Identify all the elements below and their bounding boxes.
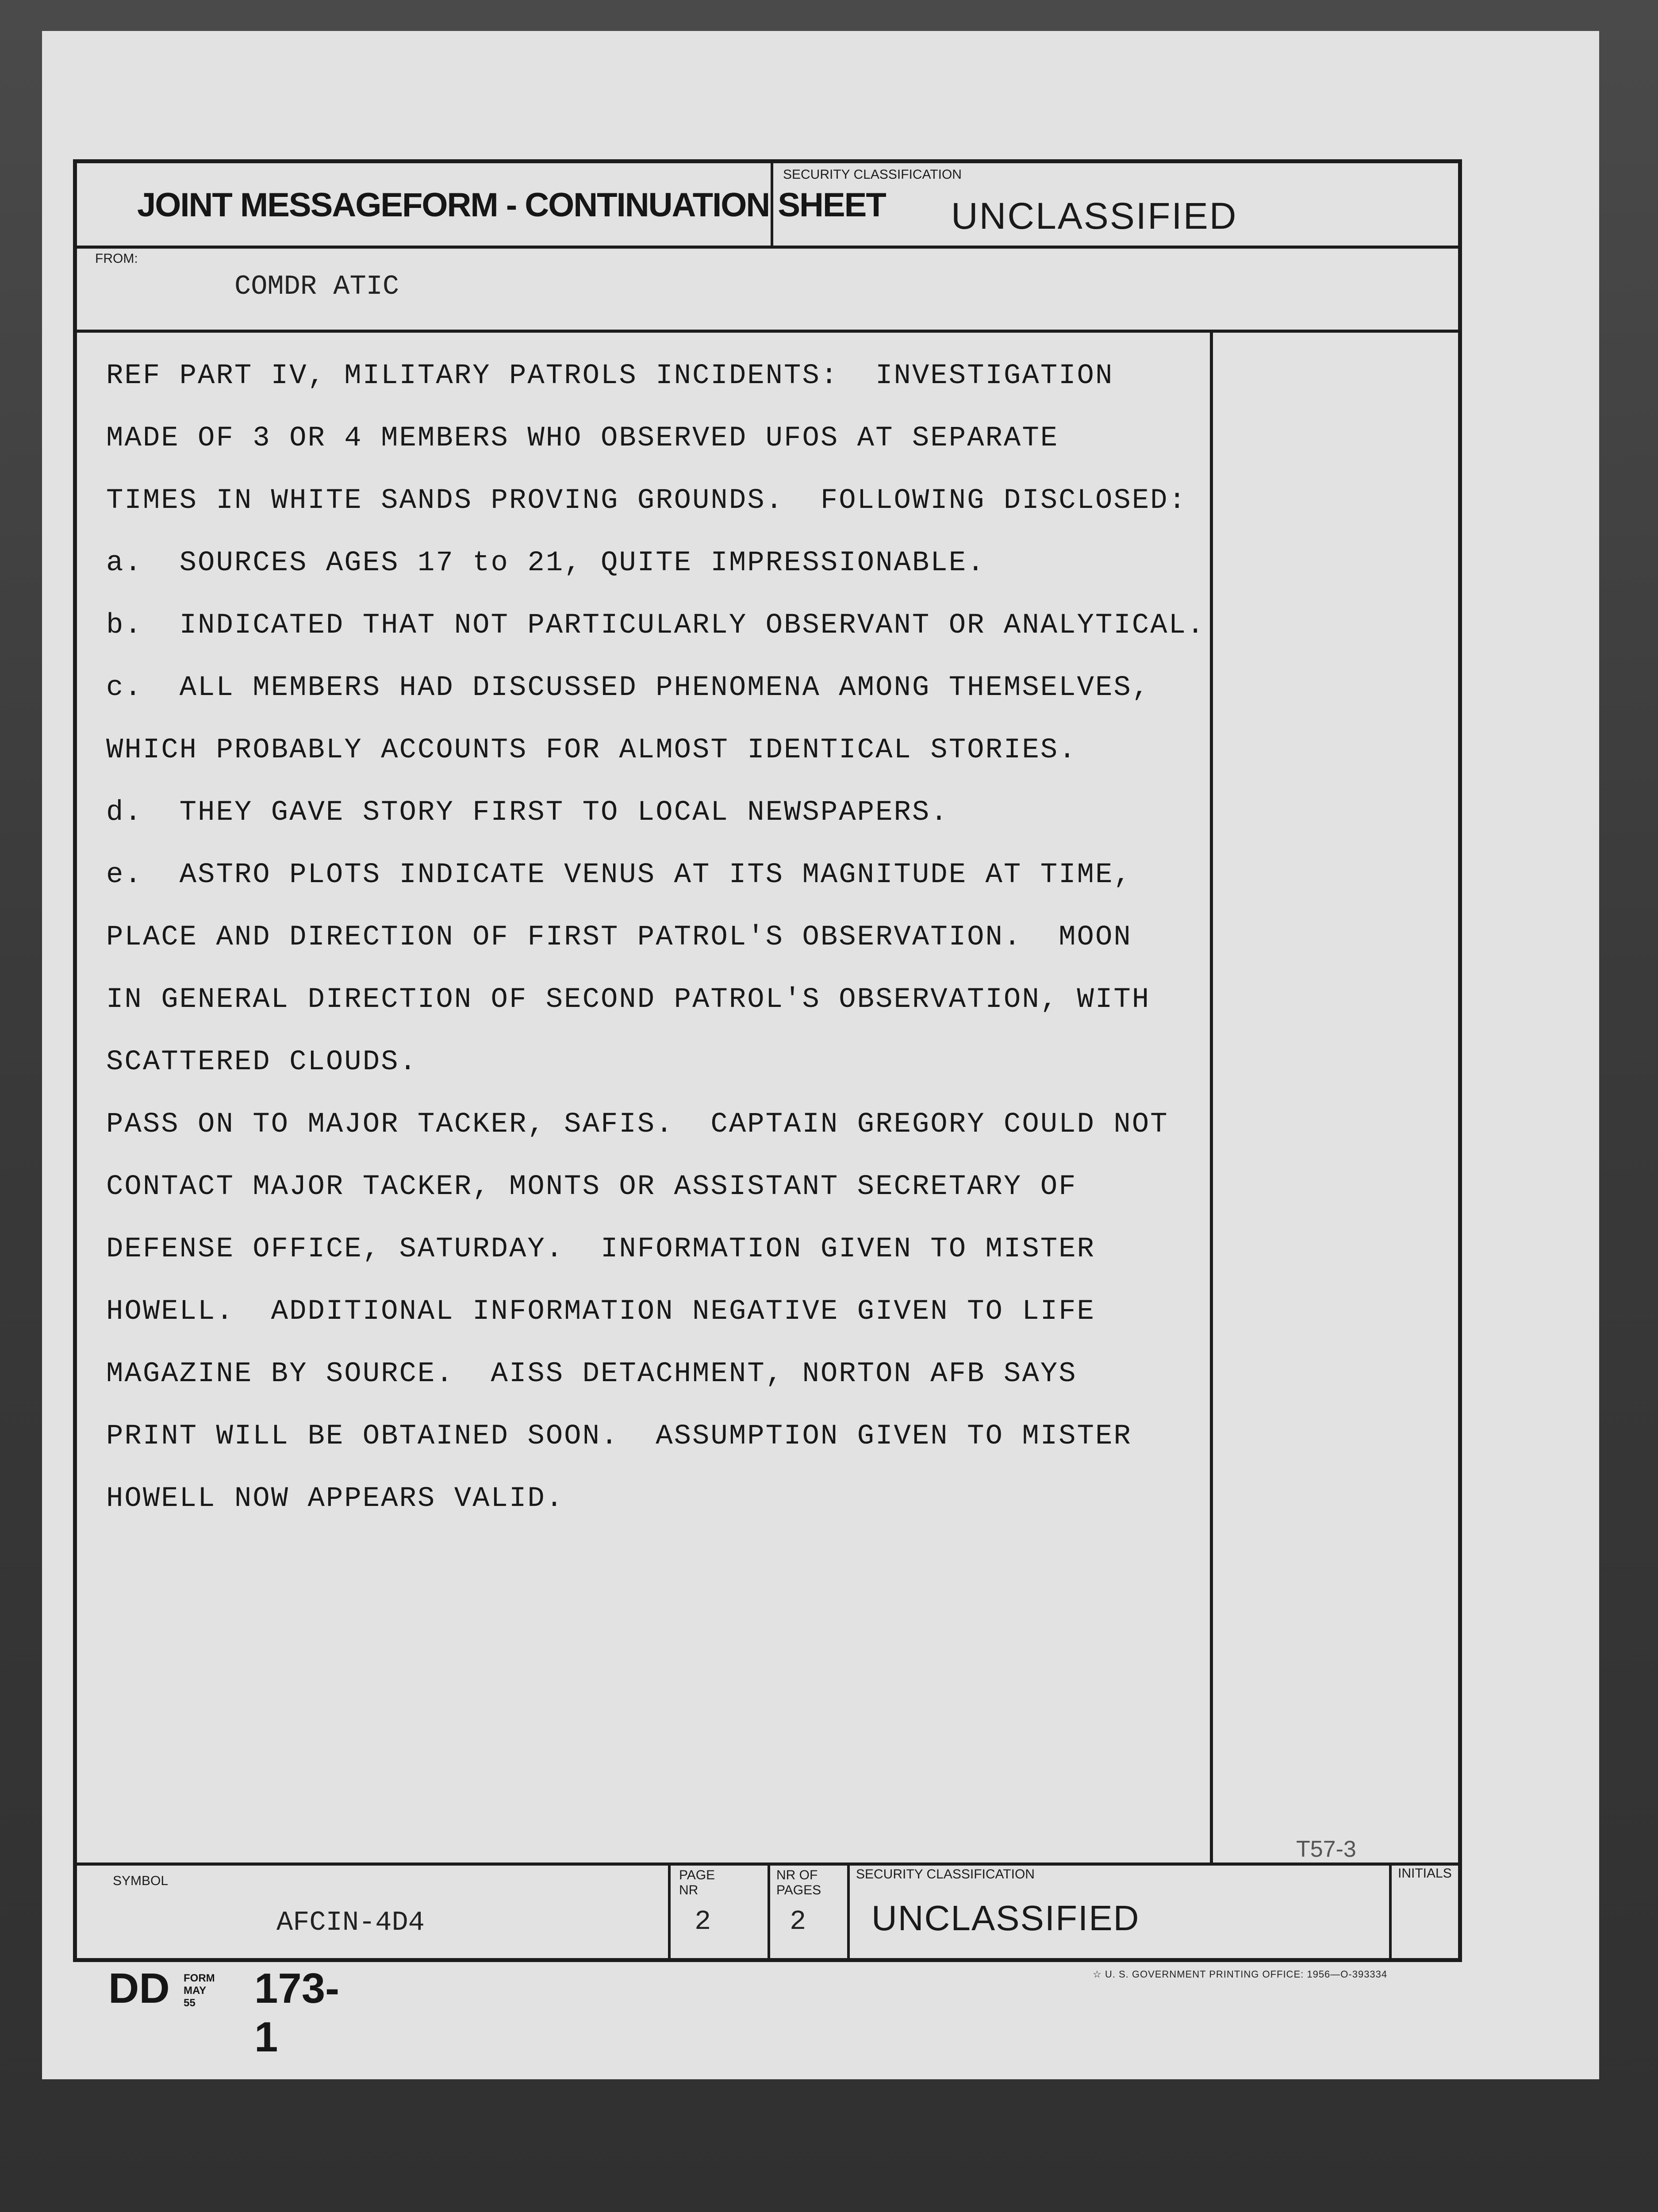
from-value: COMDR ATIC [234, 271, 399, 302]
message-line: MAGAZINE BY SOURCE. AISS DETACHMENT, NORTON AFB SAYS [106, 1358, 1077, 1390]
header-divider [73, 246, 1462, 249]
message-line: HOWELL. ADDITIONAL INFORMATION NEGATIVE GIVEN TO LIFE [106, 1296, 1095, 1328]
stamp-number: T57-3 [1296, 1836, 1356, 1862]
message-line: TIMES IN WHITE SANDS PROVING GROUNDS. FOLLOWING DISCLOSED: [106, 485, 1187, 517]
symbol-label: SYMBOL [113, 1874, 169, 1888]
initials-label: INITIALS [1398, 1866, 1452, 1881]
form-title: JOINT MESSAGEFORM - CONTINUATION SHEET [137, 186, 886, 224]
form-label: FORM [184, 1972, 215, 1984]
message-line: WHICH PROBABLY ACCOUNTS FOR ALMOST IDENTICAL STORIES. [106, 734, 1077, 766]
form-date: MAY 55 [184, 1985, 206, 2009]
footer-security-label: SECURITY CLASSIFICATION [856, 1867, 1035, 1882]
footer-divider-page [668, 1865, 671, 1962]
nr-pages-value: 2 [790, 1906, 806, 1937]
message-line: a. SOURCES AGES 17 to 21, QUITE IMPRESSIONABLE. [106, 547, 986, 579]
message-line: REF PART IV, MILITARY PATROLS INCIDENTS: INVESTIGATION [106, 360, 1114, 392]
message-line: e. ASTRO PLOTS INDICATE VENUS AT ITS MAGNITUDE AT TIME, [106, 859, 1132, 891]
footer-divider-nrpages [768, 1865, 770, 1962]
form-label-block [184, 1972, 215, 2009]
header-classification: UNCLASSIFIED [951, 195, 1238, 237]
message-line: c. ALL MEMBERS HAD DISCUSSED PHENOMENA AMONG THEMSELVES, [106, 672, 1151, 704]
from-label: FROM: [95, 251, 138, 266]
form-prefix: DD [108, 1965, 170, 2012]
symbol-value: AFCIN-4D4 [276, 1907, 425, 1938]
form-number: 173-1 [254, 1965, 340, 2061]
footer-divider-initials [1389, 1865, 1392, 1962]
page-value: 2 [695, 1906, 711, 1937]
message-line: PLACE AND DIRECTION OF FIRST PATROL'S OBSERVATION. MOON [106, 922, 1132, 953]
message-line: CONTACT MAJOR TACKER, MONTS OR ASSISTANT SECRETARY OF [106, 1171, 1077, 1203]
message-body [106, 345, 1239, 1530]
printing-office-line: ☆ U. S. GOVERNMENT PRINTING OFFICE: 1956—O-393334 [1093, 1969, 1388, 1980]
from-divider [73, 330, 1462, 333]
form-identifier [108, 1964, 340, 2061]
message-line: IN GENERAL DIRECTION OF SECOND PATROL'S OBSERVATION, WITH [106, 984, 1151, 1016]
nr-pages-label: NR OF PAGES [776, 1868, 821, 1897]
footer-classification: UNCLASSIFIED [871, 1898, 1140, 1938]
security-classification-label: SECURITY CLASSIFICATION [783, 167, 962, 182]
message-line: PASS ON TO MAJOR TACKER, SAFIS. CAPTAIN GREGORY COULD NOT [106, 1109, 1169, 1141]
message-line: d. THEY GAVE STORY FIRST TO LOCAL NEWSPAPERS. [106, 797, 949, 829]
message-line: PRINT WILL BE OBTAINED SOON. ASSUMPTION GIVEN TO MISTER [106, 1421, 1132, 1452]
message-line: SCATTERED CLOUDS. [106, 1046, 418, 1078]
message-line: DEFENSE OFFICE, SATURDAY. INFORMATION GIVEN TO MISTER [106, 1233, 1095, 1265]
message-line: HOWELL NOW APPEARS VALID. [106, 1483, 564, 1515]
page-label: PAGE NR [679, 1868, 715, 1897]
message-line: b. INDICATED THAT NOT PARTICULARLY OBSERVANT OR ANALYTICAL. [106, 610, 1205, 641]
message-line: MADE OF 3 OR 4 MEMBERS WHO OBSERVED UFOS AT SEPARATE [106, 422, 1059, 454]
footer-divider-security [847, 1865, 850, 1962]
